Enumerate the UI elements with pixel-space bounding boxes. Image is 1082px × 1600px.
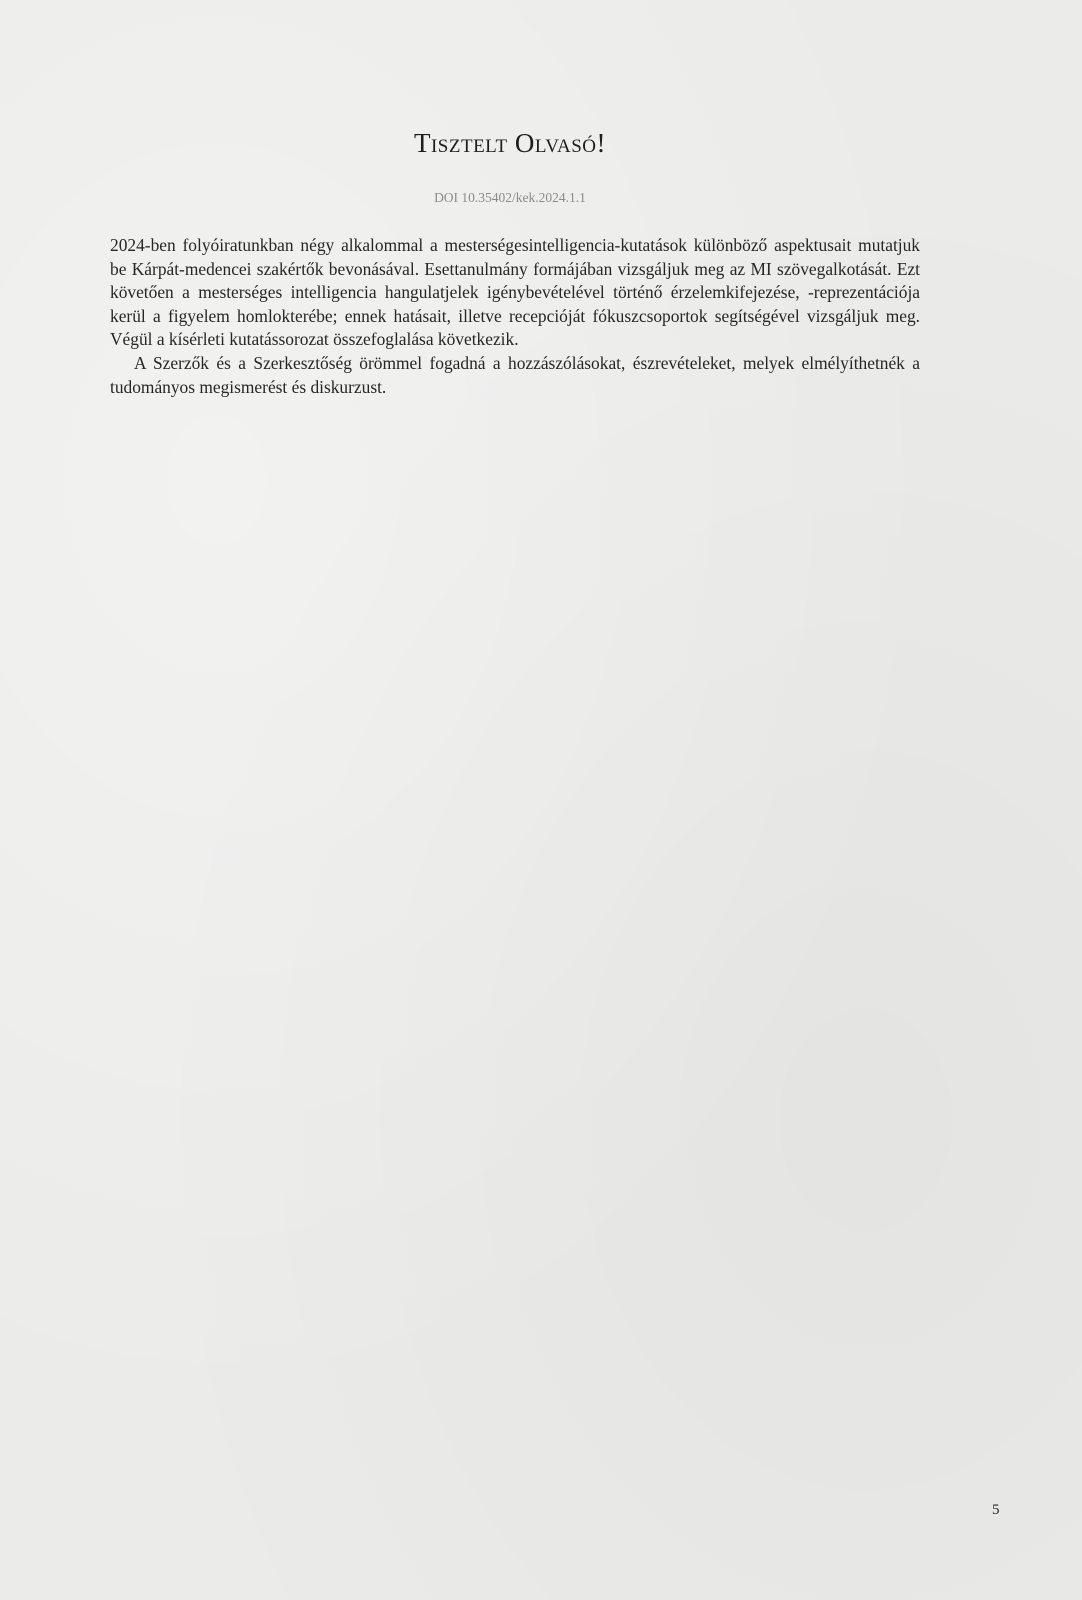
doi-line: DOI 10.35402/kek.2024.1.1 <box>434 190 586 205</box>
body-text <box>110 234 920 399</box>
paragraph-1: 2024-ben folyóiratunkban négy alkalommal a mesterségesintelligencia-kutatások különböző aspektusait mutatjuk be Kárpát-medencei szakértők bevonásával. Esettanulmány formájában vizsgáljuk meg az MI szövegalkotását. Ezt követően a mesterséges intelligencia hangulatjelek igénybevételével történő érzelemkifejezése, -reprezentációja kerül a figyelem homlokterébe; ennek hatásait, illetve recepcióját fókuszcsoportok segítségével vizsgáljuk meg. Végül a kísérleti kutatássorozat összefoglalása következik. <box>110 235 920 350</box>
paragraph-2: A Szerzők és a Szerkesztőség örömmel fogadná a hozzászólásokat, észrevételeket, melyek elmélyíthetnék a tudományos megismerést és diskurzust. <box>110 352 920 397</box>
page-title: Tisztelt Olvasó! <box>413 128 607 158</box>
page-number: 5 <box>992 1502 1000 1518</box>
